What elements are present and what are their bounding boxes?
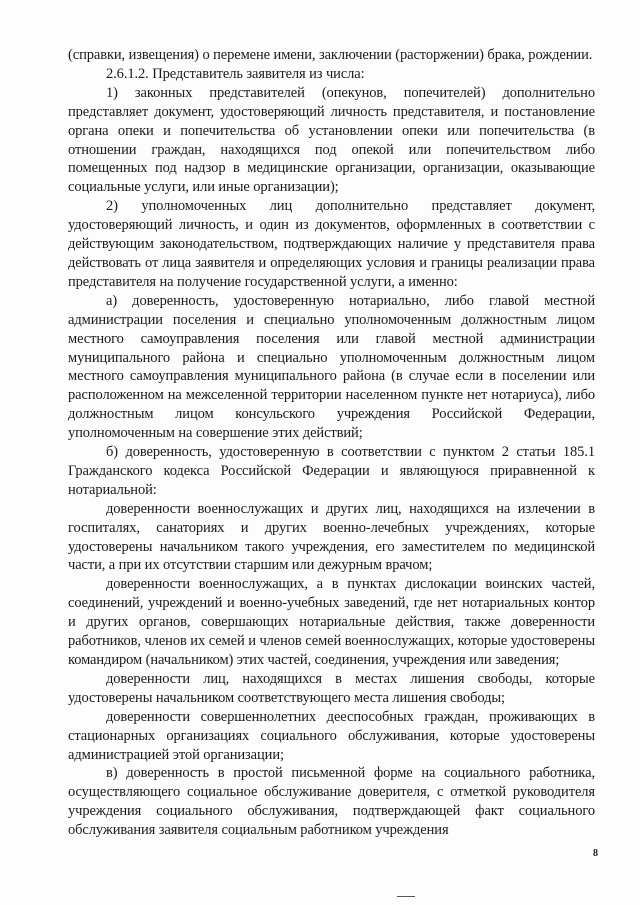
paragraph: 2) уполномоченных лиц дополнительно представляет документ, удостоверяющий личность, и один из документов, оформленных в соответствии с действующим законодательством, подтверждающих наличие у представителя права действовать от лица заявителя и определяющих условия и границы реализации права представителя на получение государственной услуги, а именно: [68, 198, 595, 290]
paragraph: а) доверенность, удостоверенную нотариально, либо главой местной администрации поселения и специально уполномоченным должностным лицом местного самоуправления поселения или главой местной администрации муниципального района и специально уполномоченным должностным лицом местного самоуправления муниципального района (в случае если в поселении или расположенном на межселенной территории населенном пункте нет нотариуса), либо должностным лицом консульского учреждения Российской Федерации, уполномоченным на совершение этих действий; [68, 292, 595, 442]
paragraph: (справки, извещения) о перемене имени, заключении (расторжении) брака, рождении. [68, 47, 593, 63]
paragraph: 2.6.1.2. Представитель заявителя из числа: [106, 65, 365, 82]
paragraph: 1) законных представителей (опекунов, попечителей) дополнительно представляет документ, удостоверяющий личность представителя, и постановление органа опеки и попечительства об установлении опеки или попечительства (в отношении граждан, находящихся под опекой или попечительством либо помещенных под надзор в медицинские организации, организации, оказывающие социальные услуги, или иные организации); [68, 84, 595, 196]
paragraph: доверенности военнослужащих, а в пунктах дислокации воинских частей, соединений, учреждений и военно-учебных заведений, где нет нотариальных контор и других органов, совершающих нотариальные действия, также доверенности работников, членов их семей и членов семей военнослужащих, которые удостоверены командиром (начальником) этих частей, соединения, учреждения или заведения; [68, 576, 595, 668]
paragraph: доверенности совершеннолетних дееспособных граждан, проживающих в стационарных организациях социального обслуживания, которые удостоверены администрацией этой организации; [68, 708, 595, 763]
paragraph: в) доверенность в простой письменной форме на социального работника, осуществляющего социальное обслуживание доверителя, с отметкой руководителя учреждения социального обслуживания, подтверждающей факт социального обслуживания заявителя социальным работником учреждения [68, 765, 595, 839]
paragraph: доверенности военнослужащих и других лиц, находящихся на излечении в госпиталях, санаториях и других военно-лечебных учреждениях, которые удостоверены начальником такого учреждения, его заместителем по медицинской части, а при их отсутствии старшим или дежурным врачом; [68, 500, 595, 574]
page-number: 8 [593, 848, 598, 859]
paragraph: б) доверенность, удостоверенную в соответствии с пунктом 2 статьи 185.1 Гражданского кодекса Российской Федерации и являющуюся приравненной к нотариальной: [68, 444, 595, 498]
scan-mark [397, 896, 415, 897]
page-body [68, 46, 595, 840]
paragraph: доверенности лиц, находящихся в местах лишения свободы, которые удостоверены начальником соответствующего места лишения свободы; [68, 670, 595, 706]
